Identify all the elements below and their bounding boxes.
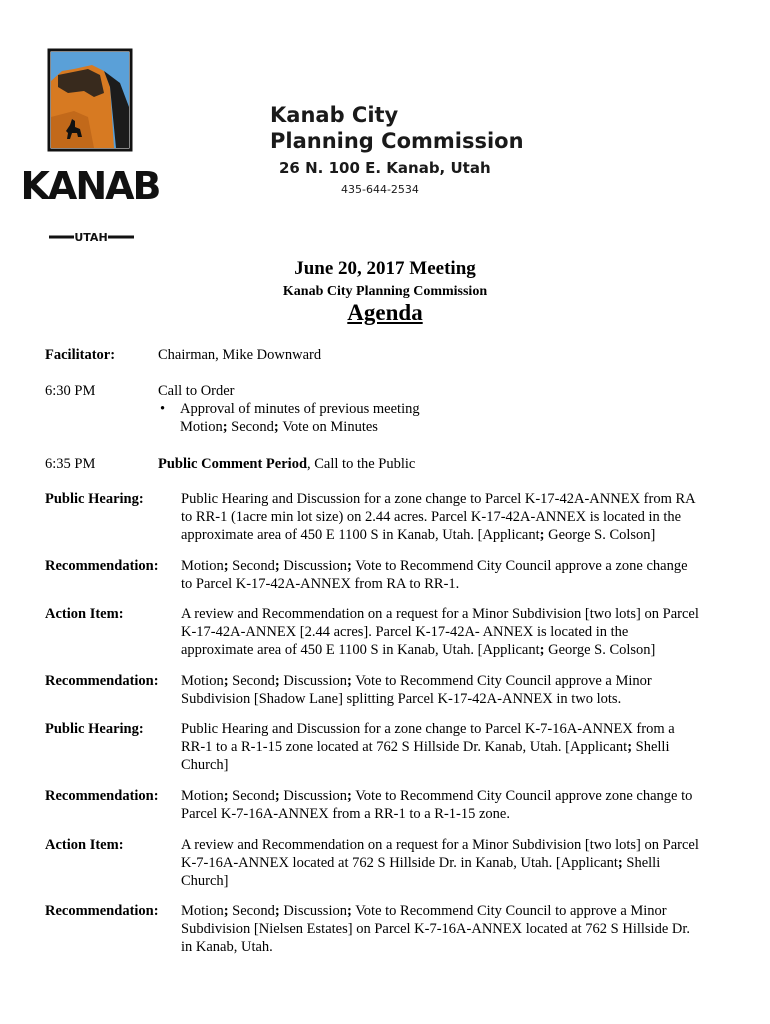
agenda-item-label: Recommendation: (45, 673, 159, 689)
agenda-item-line: Subdivision [Shadow Lane] splitting Parcel K-17-42A-ANNEX in two lots. (181, 691, 622, 707)
agenda-item-line: Parcel K-7-16A-ANNEX from a RR-1 to a R-1-15 zone. (181, 806, 510, 822)
agenda-item-text (181, 720, 675, 774)
meeting-title: June 20, 2017 Meeting (294, 258, 476, 279)
agenda-item-text (181, 605, 699, 659)
agenda-item-text (181, 672, 652, 708)
meeting-subtitle: Kanab City Planning Commission (282, 284, 488, 299)
header-commission: Planning Commission (270, 129, 524, 153)
agenda-item-line: A review and Recommendation on a request for a Minor Subdivision [two lots] on Parcel (181, 606, 699, 622)
minutes-motion: Motion; Second; Vote on Minutes (180, 419, 378, 435)
agenda-item-line: Motion; Second; Discussion; Vote to Recommend City Council approve a zone change (181, 558, 688, 574)
agenda-item-label: Public Hearing: (45, 721, 144, 737)
public-comment-text: Public Comment Period, Call to the Public (158, 456, 416, 472)
logo-sub: UTAH (74, 231, 108, 244)
agenda-item-text (181, 557, 688, 593)
header-address: 26 N. 100 E. Kanab, Utah (279, 159, 491, 177)
header-phone: 435-644-2534 (341, 183, 419, 196)
agenda-item-line: Motion; Second; Discussion; Vote to Recommend City Council approve zone change to (181, 788, 693, 804)
agenda-item-line: Motion; Second; Discussion; Vote to Recommend City Council approve a Minor (181, 673, 652, 689)
letterhead (270, 102, 530, 198)
minutes-bullet: • Approval of minutes of previous meeting (158, 400, 420, 418)
agenda-item-line: to RR-1 (1acre min lot size) on 2.44 acres. Parcel K-17-42A-ANNEX is located in the (181, 509, 682, 525)
agenda-item-label: Recommendation: (45, 558, 159, 574)
agenda-item-line: K-17-42A-ANNEX [2.44 acres]. Parcel K-17-42A- ANNEX is located in the (181, 624, 629, 640)
facilitator-label: Facilitator: (45, 347, 116, 363)
public-comment-time: 6:35 PM (45, 456, 96, 472)
kanab-logo-graphic (20, 47, 160, 247)
agenda-heading: Agenda (347, 300, 423, 325)
logo-wordmark: KANAB (20, 164, 160, 208)
agenda-item-line: Church] (181, 873, 229, 889)
agenda-item-line: approximate area of 450 E 1100 S in Kanab, Utah. [Applicant; George S. Colson] (181, 642, 656, 658)
agenda-item-line: Subdivision [Nielsen Estates] on Parcel K-7-16A-ANNEX located at 762 S Hillside Dr. (181, 921, 691, 937)
agenda-item-line: Public Hearing and Discussion for a zone change to Parcel K-7-16A-ANNEX from a (181, 721, 675, 737)
call-to-order-time: 6:30 PM (45, 383, 96, 399)
kanab-logo (20, 47, 160, 247)
agenda-item-label: Recommendation: (45, 903, 159, 919)
agenda-item-text (181, 836, 699, 890)
agenda-item-line: Church] (181, 757, 229, 773)
agenda-item-label: Action Item: (45, 606, 124, 622)
agenda-item-line: approximate area of 450 E 1100 S in Kanab, Utah. [Applicant; George S. Colson] (181, 527, 656, 543)
agenda-item-line: to Parcel K-17-42A-ANNEX from RA to RR-1. (181, 576, 460, 592)
header-city: Kanab City (270, 103, 399, 127)
call-to-order-title: Call to Order (158, 383, 235, 399)
agenda-item-text (181, 787, 692, 823)
agenda-item-label: Public Hearing: (45, 491, 144, 507)
agenda-item-line: RR-1 to a R-1-15 zone located at 762 S Hillside Dr. Kanab, Utah. [Applicant; Shelli (181, 739, 670, 755)
agenda-item-line: Motion; Second; Discussion; Vote to Recommend City Council to approve a Minor (181, 903, 667, 919)
agenda-item-label: Recommendation: (45, 788, 159, 804)
agenda-item-line: in Kanab, Utah. (181, 939, 273, 955)
agenda-item-label: Action Item: (45, 837, 124, 853)
agenda-item-line: K-7-16A-ANNEX located at 762 S Hillside Dr. in Kanab, Utah. [Applicant; Shelli (181, 855, 661, 871)
agenda-item-line: Public Hearing and Discussion for a zone change to Parcel K-17-42A-ANNEX from RA (181, 491, 696, 507)
agenda-item-line: A review and Recommendation on a request for a Minor Subdivision [two lots] on Parcel (181, 837, 699, 853)
agenda-item-text (181, 902, 690, 956)
agenda-item-text (181, 490, 696, 544)
facilitator-text: Chairman, Mike Downward (158, 347, 322, 363)
